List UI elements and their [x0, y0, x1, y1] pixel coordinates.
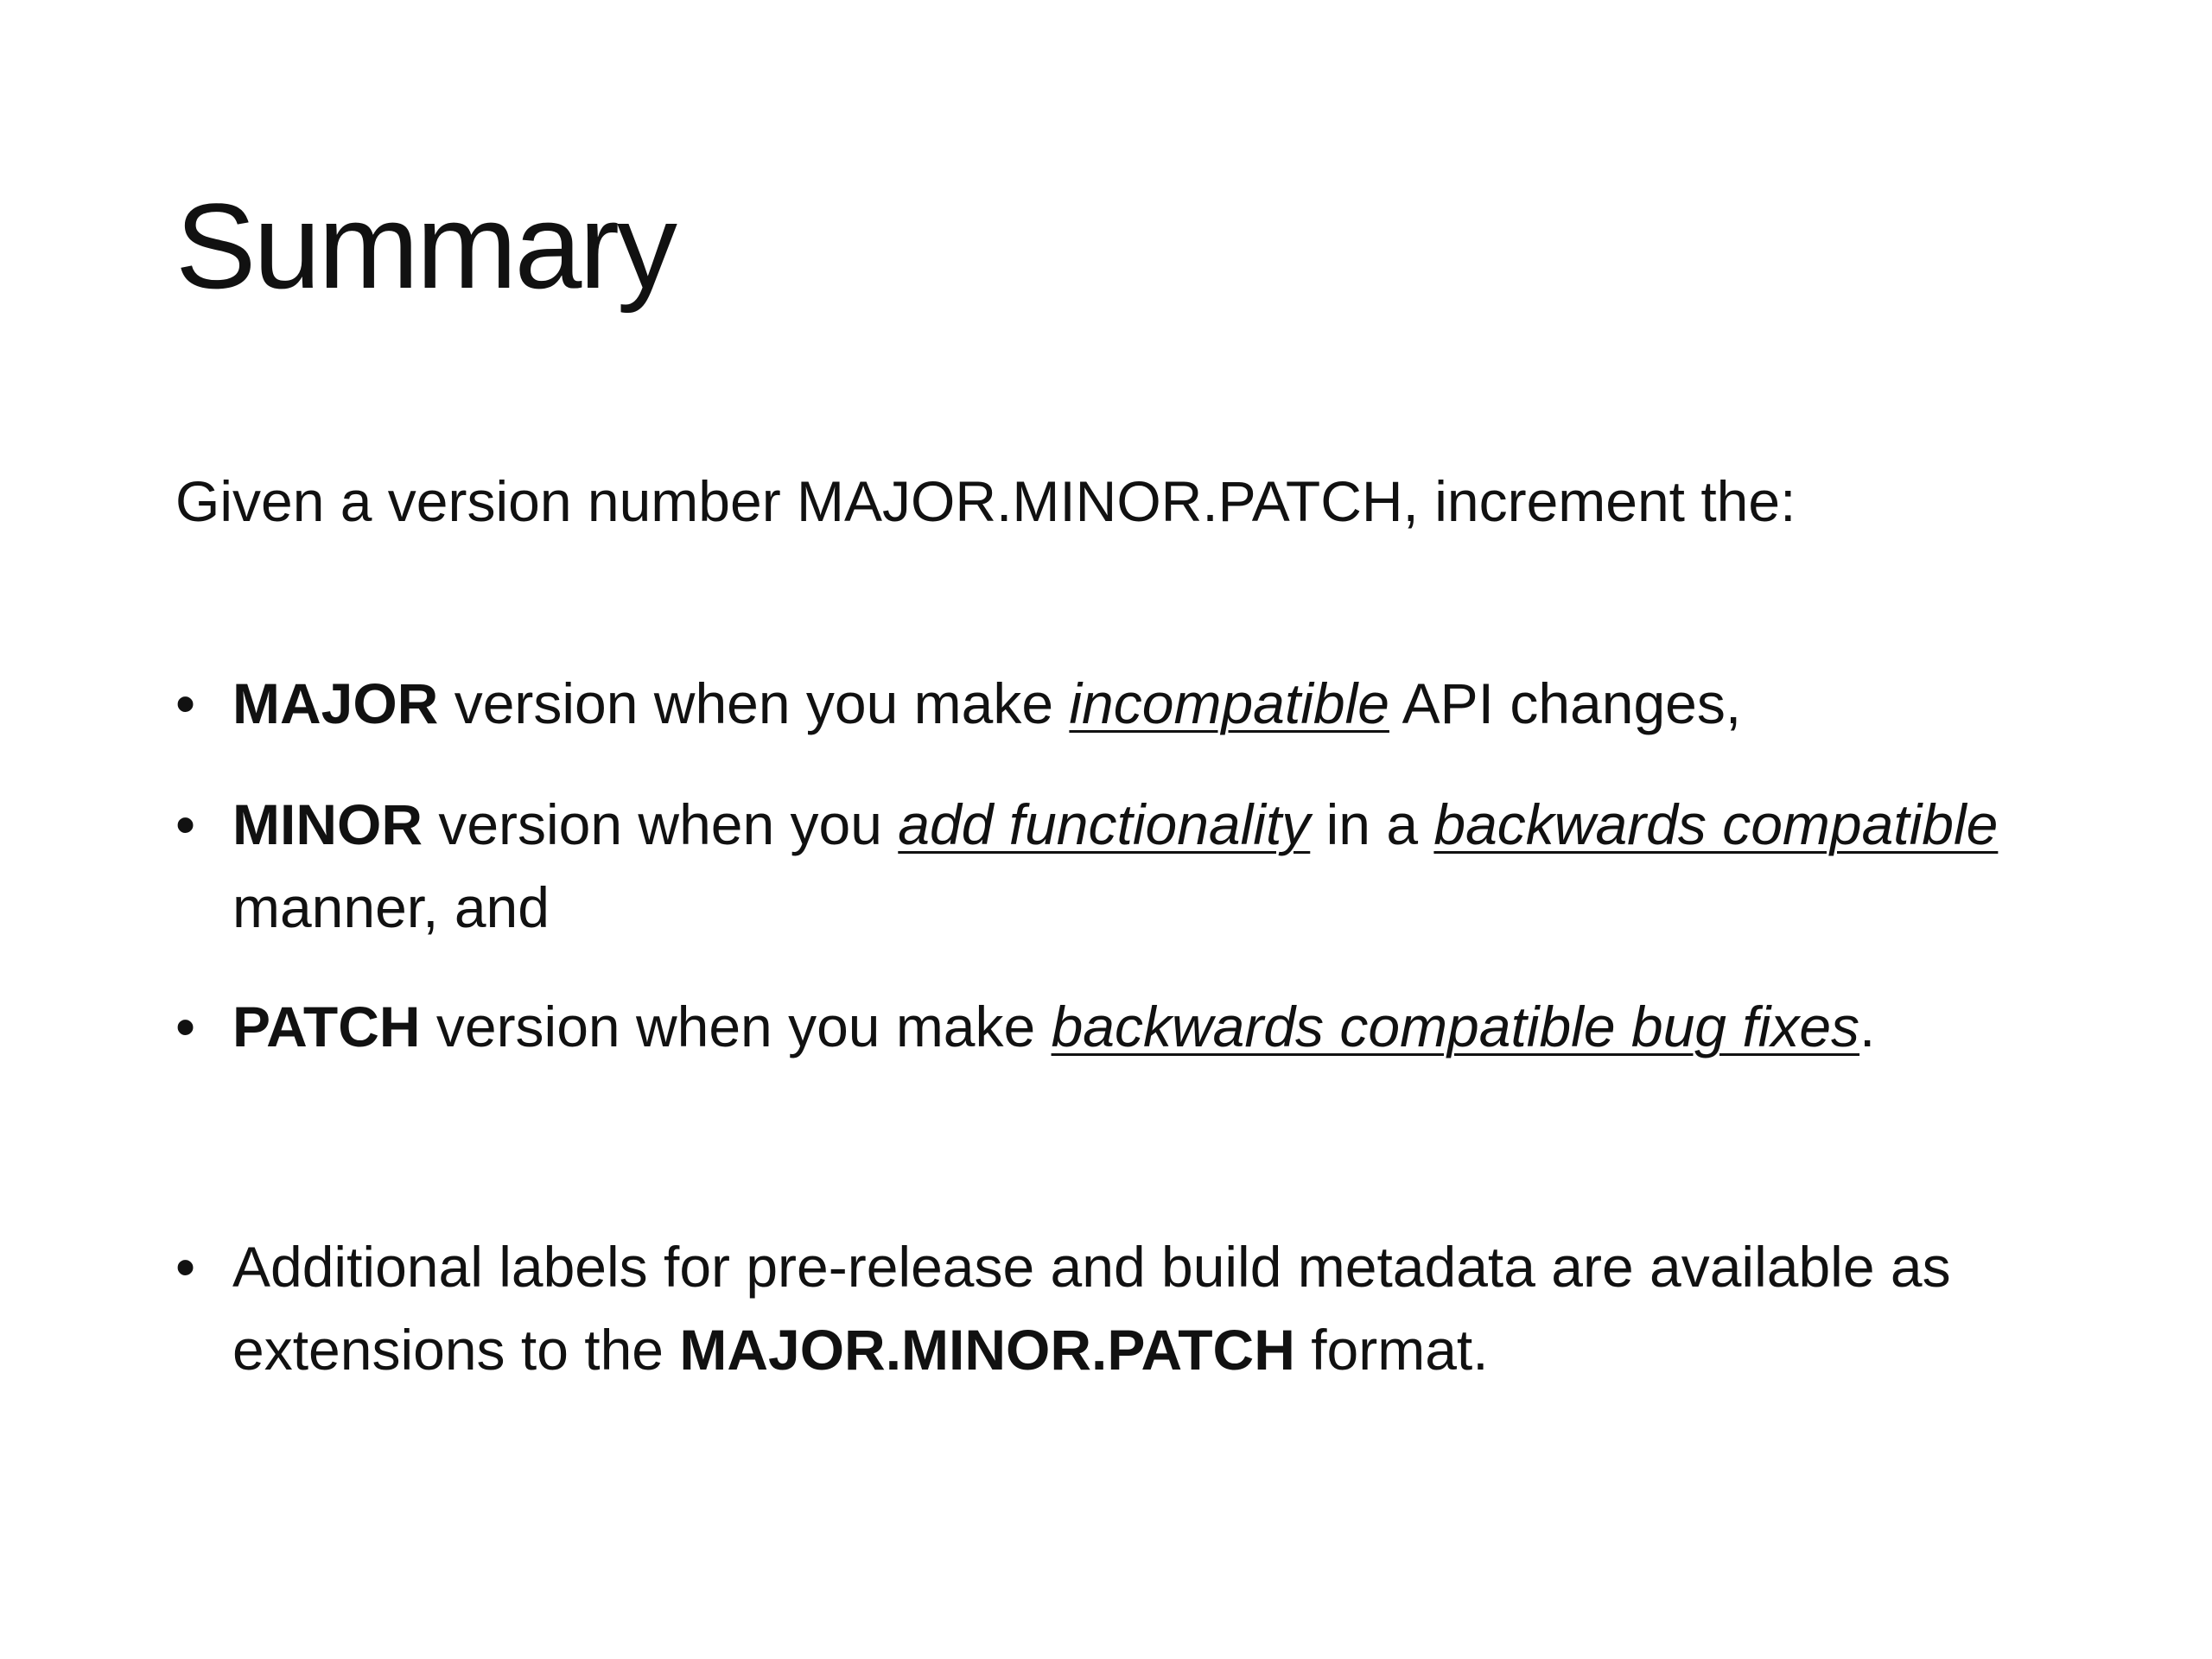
bullet-text-segment: version when you make	[438, 671, 1070, 735]
bullet-lead: PATCH	[232, 995, 421, 1058]
bullet-emphasis: backwards compatible bug fixes	[1051, 995, 1860, 1058]
intro-text: Given a version number MAJOR.MINOR.PATCH, increment the:	[175, 469, 1796, 533]
bullet-lead: MAJOR	[232, 671, 439, 735]
bullet-strong-text: MAJOR.MINOR.PATCH	[679, 1318, 1295, 1382]
bullet-marker: •	[175, 1235, 196, 1299]
bullet-text-segment: in a	[1310, 792, 1434, 856]
bullet-text-segment: version when you	[422, 792, 899, 856]
bullet-emphasis: backwards compatible	[1433, 792, 1999, 856]
bullet-text-segment: format.	[1294, 1318, 1489, 1382]
bullet-text	[232, 783, 2082, 949]
bullet-text-segment: manner, and	[232, 875, 550, 939]
bullet-text-segment: API changes,	[1389, 671, 1742, 735]
bullet-text	[232, 985, 2082, 1068]
bullet-marker: •	[175, 792, 196, 856]
bullet-text	[232, 1225, 2082, 1391]
bullet-text	[232, 662, 2082, 745]
bullet-lead: MINOR	[232, 792, 423, 856]
bullet-text-segment: .	[1859, 995, 1876, 1058]
bullet-text-segment: Additional labels for pre-release and build metadata are available as extensions to the	[232, 1235, 1951, 1382]
bullet-emphasis: add functionality	[898, 792, 1311, 856]
slide-title: Summary	[175, 178, 675, 314]
bullet-emphasis: incompatible	[1069, 671, 1389, 735]
bullet-text-segment: version when you make	[420, 995, 1052, 1058]
bullet-marker: •	[175, 671, 196, 735]
bullet-marker: •	[175, 995, 196, 1058]
